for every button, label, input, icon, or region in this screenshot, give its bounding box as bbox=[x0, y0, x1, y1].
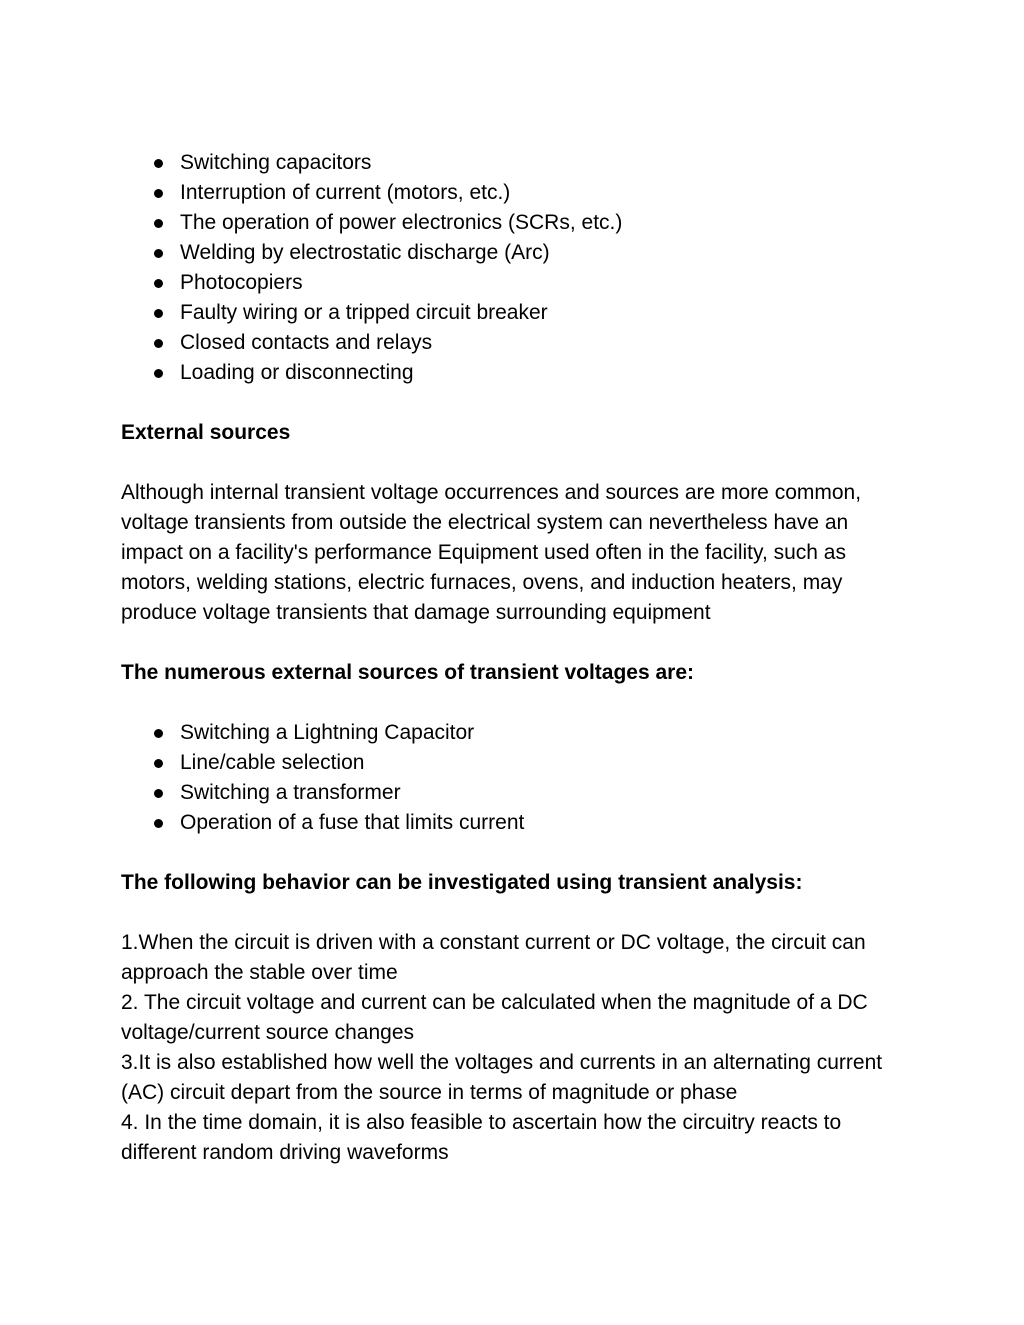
bullet-icon bbox=[154, 249, 163, 258]
external-sources-heading: External sources bbox=[121, 421, 291, 444]
list-item bbox=[121, 208, 911, 238]
list-item bbox=[121, 268, 911, 298]
list-item-text: Closed contacts and relays bbox=[180, 331, 433, 354]
list-item bbox=[121, 748, 911, 778]
list-item bbox=[121, 238, 911, 268]
list-item-text: Faulty wiring or a tripped circuit breaker bbox=[180, 301, 548, 324]
document-page bbox=[121, 148, 911, 1168]
internal-sources-list bbox=[121, 148, 911, 388]
list-item bbox=[121, 178, 911, 208]
analysis-list bbox=[121, 928, 911, 1168]
bullet-icon bbox=[154, 159, 163, 168]
list-item bbox=[121, 358, 911, 388]
list-item bbox=[121, 298, 911, 328]
bullet-icon bbox=[154, 219, 163, 228]
list-item-text: Line/cable selection bbox=[180, 751, 365, 774]
list-item-text: Operation of a fuse that limits current bbox=[180, 811, 525, 834]
list-item bbox=[121, 718, 911, 748]
analysis-item: 2. The circuit voltage and current can be calculated when the magnitude of a DC voltage/current source changes bbox=[121, 991, 868, 1044]
external-sources-paragraph: Although internal transient voltage occurrences and sources are more common, voltage transients from outside the electrical system can nevertheless have an impact on a facility's performance Equipment used often in the facility, such as motors, welding stations, electric furnaces, ovens, and induction heaters, may produce voltage transients that damage surrounding equipment bbox=[121, 481, 862, 624]
external-list-heading: The numerous external sources of transient voltages are: bbox=[121, 661, 695, 684]
bullet-icon bbox=[154, 189, 163, 198]
list-item-text: Interruption of current (motors, etc.) bbox=[180, 181, 511, 204]
bullet-icon bbox=[154, 279, 163, 288]
external-sources-list bbox=[121, 718, 911, 838]
analysis-heading: The following behavior can be investigated using transient analysis: bbox=[121, 871, 803, 894]
bullet-icon bbox=[154, 309, 163, 318]
analysis-item: 1.When the circuit is driven with a constant current or DC voltage, the circuit can approach the stable over time bbox=[121, 931, 866, 984]
list-item bbox=[121, 808, 911, 838]
list-item-text: Switching capacitors bbox=[180, 151, 372, 174]
list-item-text: The operation of power electronics (SCRs, etc.) bbox=[180, 211, 623, 234]
list-item-text: Loading or disconnecting bbox=[180, 361, 414, 384]
bullet-icon bbox=[154, 789, 163, 798]
list-item-text: Switching a Lightning Capacitor bbox=[180, 721, 475, 744]
list-item-text: Welding by electrostatic discharge (Arc) bbox=[180, 241, 550, 264]
bullet-icon bbox=[154, 729, 163, 738]
list-item bbox=[121, 148, 911, 178]
list-item-text: Photocopiers bbox=[180, 271, 303, 294]
list-item bbox=[121, 328, 911, 358]
list-item-text: Switching a transformer bbox=[180, 781, 401, 804]
list-item bbox=[121, 778, 911, 808]
bullet-icon bbox=[154, 819, 163, 828]
bullet-icon bbox=[154, 339, 163, 348]
analysis-item: 4. In the time domain, it is also feasible to ascertain how the circuitry reacts to different random driving waveforms bbox=[121, 1111, 842, 1164]
analysis-item: 3.It is also established how well the voltages and currents in an alternating current (AC) circuit depart from the source in terms of magnitude or phase bbox=[121, 1051, 883, 1104]
bullet-icon bbox=[154, 759, 163, 768]
bullet-icon bbox=[154, 369, 163, 378]
